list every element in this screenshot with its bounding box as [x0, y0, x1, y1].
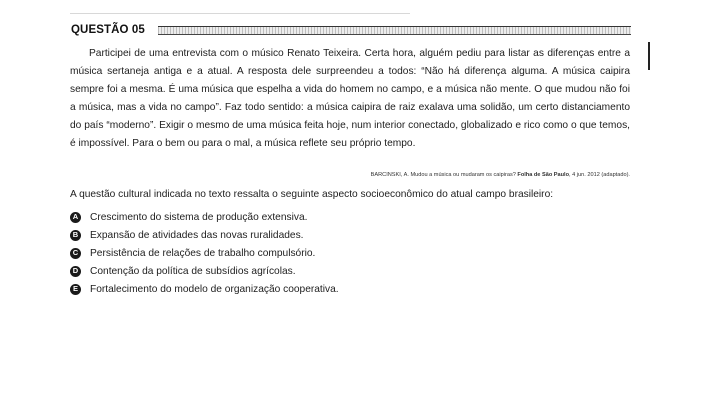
option-a[interactable] [70, 208, 339, 226]
option-c[interactable] [70, 244, 339, 262]
option-d[interactable] [70, 262, 339, 280]
question-passage: Participei de uma entrevista com o músico Renato Teixeira. Certa hora, alguém pediu para listar as diferenças entre a música sertaneja antiga e a atual. A resposta dele surpreendeu a todos: “Não há diferença alguma. A música caipira sempre foi a mesma. É uma música que espelha a vida do homem no campo, e a música não mente. O que mudou não foi a música, mas a vida no campo”. Faz todo sentido: a música caipira de raiz exalava uma solidão, um certo distanciamento do país “moderno”. Exigir o mesmo de uma música feita hoje, num interior conectado, globalizado e rico como o que temos, é impossível. Para o bem ou para o mal, a música reflete seu próprio tempo. [70, 48, 630, 149]
option-d-letter-icon: D [70, 266, 81, 277]
option-b-letter-icon: B [70, 230, 81, 241]
option-d-text: Contenção da política de subsídios agrícolas. [90, 265, 296, 277]
top-divider [70, 13, 410, 14]
question-header [71, 22, 633, 38]
option-e-text: Fortalecimento do modelo de organização cooperativa. [90, 283, 339, 295]
citation-prefix: BARCINSKI, A. Mudou a música ou mudaram os caipiras? [370, 172, 518, 178]
option-e-letter-icon: E [70, 284, 81, 295]
option-c-letter-icon: C [70, 248, 81, 259]
question-title: QUESTÃO 05 [71, 24, 145, 36]
header-rule [158, 26, 631, 35]
passage-citation [371, 172, 630, 178]
option-a-letter-icon: A [70, 212, 81, 223]
answer-options [70, 208, 339, 298]
option-b[interactable] [70, 226, 339, 244]
option-a-text: Crescimento do sistema de produção extensiva. [90, 211, 308, 223]
citation-source: Folha de São Paulo [517, 172, 570, 178]
question-prompt: A questão cultural indicada no texto ressalta o seguinte aspecto socioeconômico do atual campo brasileiro: [70, 189, 554, 200]
option-e[interactable] [70, 280, 339, 298]
text-cursor-bar [648, 42, 650, 70]
option-c-text: Persistência de relações de trabalho compulsório. [90, 247, 316, 259]
citation-suffix: , 4 jun. 2012 (adaptado). [569, 172, 630, 178]
option-b-text: Expansão de atividades das novas ruralidades. [90, 229, 304, 241]
